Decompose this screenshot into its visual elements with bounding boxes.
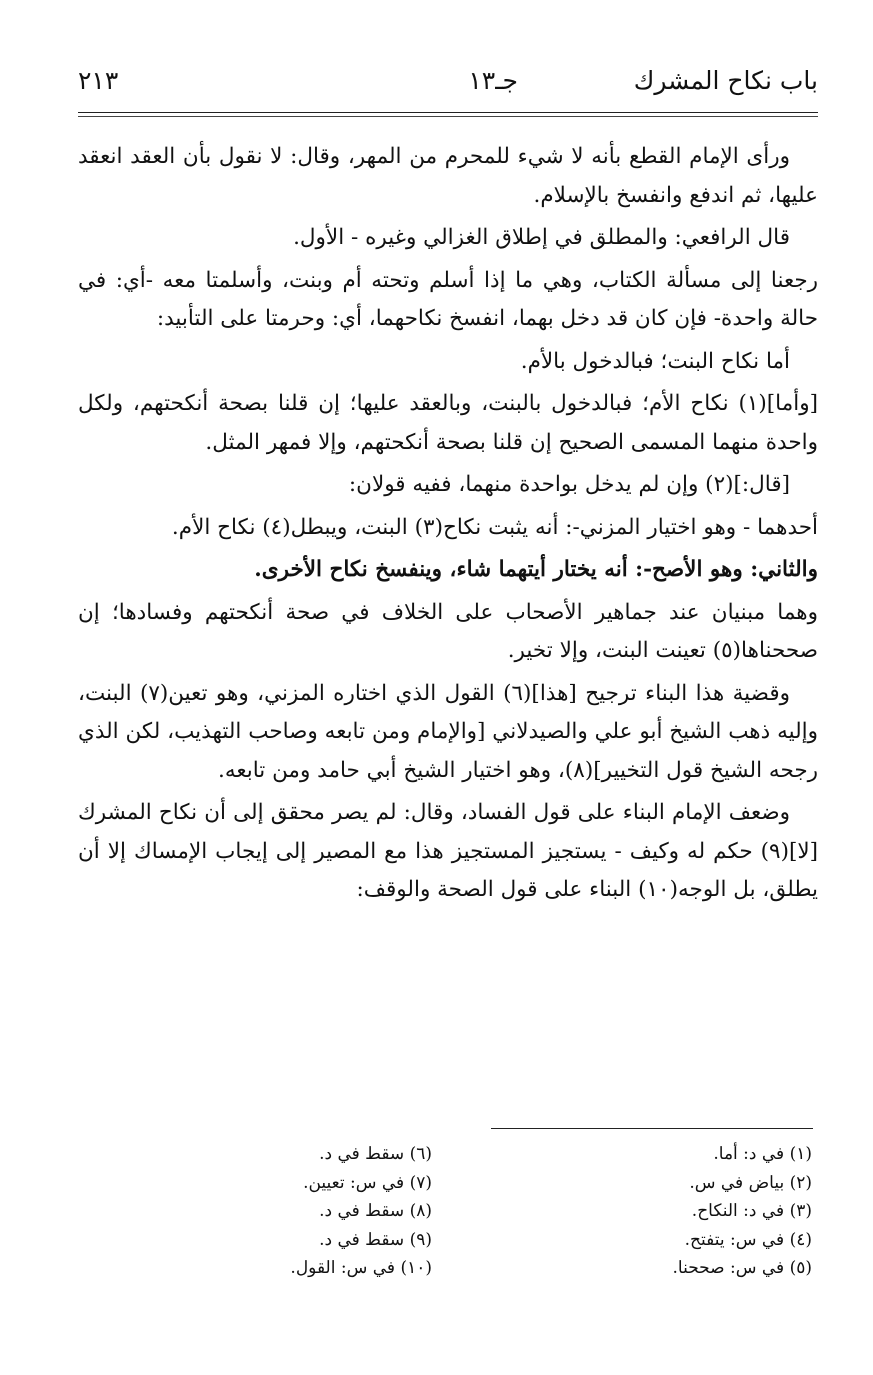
footnote: (٥) في س: صححنا. — [672, 1258, 812, 1278]
footnote: (٢) بياض في س. — [689, 1172, 812, 1193]
paragraph: والثاني: وهو الأصح-: أنه يختار أيتهما شاء، وينفسخ نكاح الأخرى. — [254, 557, 818, 582]
header-rule — [78, 112, 818, 113]
chapter-title: باب نكاح المشرك — [633, 66, 818, 95]
page-number: ٢١٣ — [78, 66, 119, 95]
paragraph: أحدهما - وهو اختيار المزني-: أنه يثبت نكاح(٣) البنت، ويبطل(٤) نكاح الأم. — [171, 514, 818, 540]
paragraph: وضعف الإمام البناء على قول الفساد، وقال: لم يصر محقق إلى أن نكاح المشرك [لا](٩) حكم له وكيف - يستجيز المستجيز هذا مع المصير إلى إيجاب الإمساك إلا أن يطلق، بل الوجه(١٠) البناء على قول الصحة والوقف: — [78, 800, 818, 902]
paragraph: [وأما](١) نكاح الأم؛ فبالدخول بالبنت، وبالعقد عليها؛ إن قلنا بصحة أنكحتهم، ولكل واحدة منهما المسمى الصحيح إن قلنا بصحة أنكحتهم، وإلا فمهر المثل. — [78, 391, 818, 455]
page-header — [78, 58, 818, 108]
paragraph: قال الرافعي: والمطلق في إطلاق الغزالي وغيره - الأول. — [293, 225, 790, 250]
footnote: (٣) في د: النكاح. — [691, 1201, 812, 1221]
footnote: (٤) في س: يتفتح. — [684, 1229, 812, 1250]
footnotes-column-left — [102, 1140, 432, 1283]
footnote: (١٠) في س: القول. — [290, 1258, 432, 1278]
paragraph: رجعنا إلى مسألة الكتاب، وهي ما إذا أسلم وتحته أم وبنت، وأسلمتا معه -أي: في حالة واحدة- فإن كان قد دخل بهما، انفسخ نكاحهما، أي: وحرمتا على التأبيد: — [78, 267, 818, 331]
paragraph: ورأى الإمام القطع بأنه لا شيء للمحرم من المهر، وقال: لا نقول بأن العقد انعقد عليها، ثم اندفع وانفسخ بالإسلام. — [78, 144, 818, 208]
footnote: (١) في د: أما. — [713, 1144, 812, 1164]
paragraph: [قال:](٢) وإن لم يدخل بواحدة منهما، ففيه قولان: — [348, 472, 790, 497]
footnotes — [100, 1140, 812, 1300]
footnote: (٧) في س: تعيين. — [303, 1172, 432, 1193]
paragraph: أما نكاح البنت؛ فبالدخول بالأم. — [520, 348, 790, 374]
paragraph: وهما مبنيان عند جماهير الأصحاب على الخلاف في صحة أنكحتهم وفسادها؛ إن صححناها(٥) تعينت البنت، وإلا تخير. — [78, 599, 818, 663]
footnotes-column-right — [482, 1140, 812, 1283]
header-rule-thin — [78, 116, 818, 117]
footnote: (٨) سقط في د. — [319, 1201, 432, 1221]
footnote-separator — [491, 1128, 813, 1129]
footnote: (٦) سقط في د. — [319, 1144, 432, 1164]
paragraph: وقضية هذا البناء ترجيح [هذا](٦) القول الذي اختاره المزني، وهو تعين(٧) البنت، وإليه ذهب الشيخ أبو علي والصيدلاني [والإمام ومن تابعه وصاحب التهذيب، لكن الذي رجحه الشيخ قول التخيير](٨)، وهو اختيار الشيخ أبي حامد ومن تابعه. — [78, 680, 818, 783]
volume-label: جـ١٣ — [468, 66, 518, 95]
footnote: (٩) سقط في د. — [319, 1229, 432, 1250]
main-text — [78, 138, 818, 914]
